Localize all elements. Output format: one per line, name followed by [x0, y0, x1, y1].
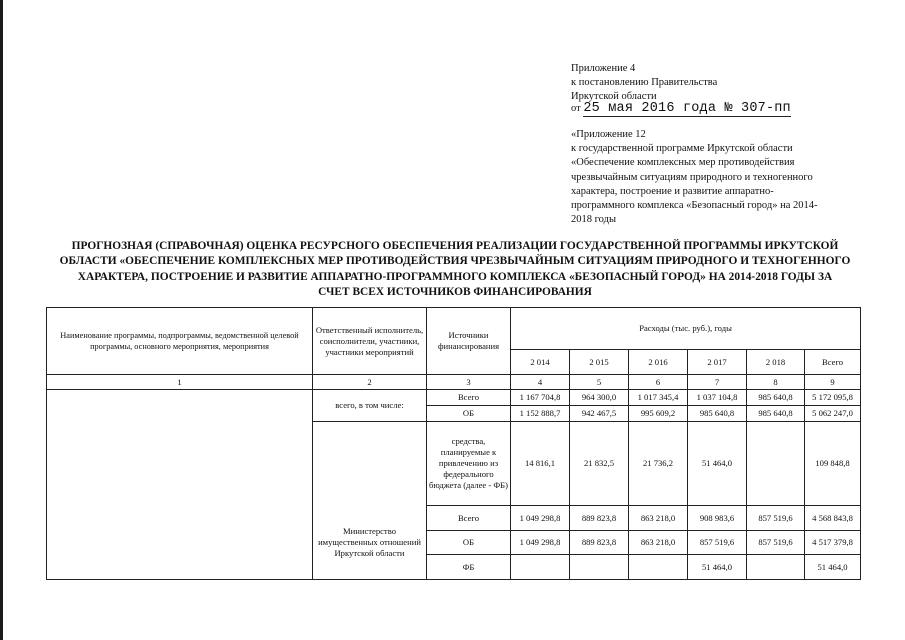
appendix-4-line-2: к постановлению Правительства — [571, 77, 718, 88]
value-cell: 857 519,6 — [747, 506, 805, 531]
executor-cell: всего, в том числе: — [313, 390, 427, 422]
header-year: 2 017 — [688, 350, 747, 375]
table-row — [47, 390, 861, 406]
value-cell: 21 832,5 — [570, 422, 629, 506]
value-cell: 1 037 104,8 — [688, 390, 747, 406]
value-cell: 985 640,8 — [688, 406, 747, 422]
value-cell: 908 983,6 — [688, 506, 747, 531]
value-cell — [629, 555, 688, 580]
appendix-4-line-1: Приложение 4 — [571, 63, 636, 74]
appendix-12-line: характера, построение и развитие аппаратно- — [571, 185, 774, 197]
column-number: 9 — [805, 375, 861, 390]
header-year: 2 014 — [511, 350, 570, 375]
column-number: 7 — [688, 375, 747, 390]
header-year: 2 018 — [747, 350, 805, 375]
source-cell: Всего — [427, 390, 511, 406]
value-cell: 985 640,8 — [747, 390, 805, 406]
executor-cell: Министерство имущественных отношений Иркутской области — [313, 506, 427, 580]
value-cell: 1 167 704,8 — [511, 390, 570, 406]
header-year: 2 016 — [629, 350, 688, 375]
program-name-cell — [47, 390, 313, 580]
document-title — [40, 239, 870, 301]
header-program-name: Наименование программы, подпрограммы, ведомственной целевой программы, основного мероприятия, мероприятия — [47, 308, 313, 375]
value-cell: 964 300,0 — [570, 390, 629, 406]
source-cell: Всего — [427, 506, 511, 531]
appendix-12-line: чрезвычайным ситуациям природного и техногенного — [571, 171, 813, 183]
value-cell — [570, 555, 629, 580]
column-number: 8 — [747, 375, 805, 390]
appendix-12-line: «Обеспечение комплексных мер противодействия — [571, 157, 795, 169]
title-line: ХАРАКТЕРА, ПОСТРОЕНИЕ И РАЗВИТИЕ АППАРАТНО-ПРОГРАММНОГО КОМПЛЕКСА «БЕЗОПАСНЫЙ ГОРОД» НА 2014-2018 ГОДЫ ЗА — [77, 270, 833, 283]
appendix-4-line-3: Иркутской области — [571, 91, 657, 102]
value-cell: 5 062 247,0 — [805, 406, 861, 422]
source-cell: ФБ — [427, 555, 511, 580]
financing-table — [46, 307, 861, 580]
column-number: 4 — [511, 375, 570, 390]
column-number: 2 — [313, 375, 427, 390]
value-cell — [747, 422, 805, 506]
value-cell: 1 152 888,7 — [511, 406, 570, 422]
appendix-12-line: «Приложение 12 — [571, 129, 646, 140]
header-source: Источники финансирования — [427, 308, 511, 375]
value-cell — [747, 555, 805, 580]
header-executor: Ответственный исполнитель, соисполнители, участники, участники мероприятий — [313, 308, 427, 375]
header-total: Всего — [805, 350, 861, 375]
value-cell: 942 467,5 — [570, 406, 629, 422]
column-number: 6 — [629, 375, 688, 390]
value-cell: 51 464,0 — [688, 555, 747, 580]
value-cell: 4 568 843,8 — [805, 506, 861, 531]
value-cell: 889 823,8 — [570, 531, 629, 555]
value-cell: 14 816,1 — [511, 422, 570, 506]
header-year: 2 015 — [570, 350, 629, 375]
value-cell: 857 519,6 — [747, 531, 805, 555]
appendix-4-date-line — [571, 102, 861, 116]
value-cell: 863 218,0 — [629, 506, 688, 531]
appendix-12-header — [571, 128, 855, 227]
column-number: 5 — [570, 375, 629, 390]
value-cell: 51 464,0 — [688, 422, 747, 506]
value-cell: 995 609,2 — [629, 406, 688, 422]
executor-cell-empty — [313, 422, 427, 506]
title-line: ПРОГНОЗНАЯ (СПРАВОЧНАЯ) ОЦЕНКА РЕСУРСНОГО ОБЕСПЕЧЕНИЯ РЕАЛИЗАЦИИ ГОСУДАРСТВЕННОЙ ПРОГРАММЫ ИРКУТСКОЙ — [71, 240, 839, 252]
value-cell — [511, 555, 570, 580]
source-cell: ОБ — [427, 531, 511, 555]
title-line: ОБЛАСТИ «ОБЕСПЕЧЕНИЕ КОМПЛЕКСНЫХ МЕР ПРОТИВОДЕЙСТВИЯ ЧРЕЗВЫЧАЙНЫМ СИТУАЦИЯМ ПРИРОДНОГО И ТЕХНОГЕННОГО — [59, 255, 851, 268]
source-cell: ОБ — [427, 406, 511, 422]
title-line: СЧЕТ ВСЕХ ИСТОЧНИКОВ ФИНАНСИРОВАНИЯ — [318, 286, 592, 299]
header-expenses: Расходы (тыс. руб.), годы — [511, 308, 861, 350]
value-cell: 5 172 095,8 — [805, 390, 861, 406]
column-number: 3 — [427, 375, 511, 390]
appendix-12-line: к государственной программе Иркутской области — [571, 143, 793, 155]
value-cell: 857 519,6 — [688, 531, 747, 555]
appendix-4-header — [571, 62, 861, 116]
column-number: 1 — [47, 375, 313, 390]
value-cell: 1 049 298,8 — [511, 506, 570, 531]
value-cell: 109 848,8 — [805, 422, 861, 506]
value-cell: 4 517 379,8 — [805, 531, 861, 555]
handwritten-date: 25 мая 2016 года № 307-пп — [583, 101, 791, 116]
appendix-12-line: программного комплекса «Безопасный город» на 2014- — [571, 200, 818, 212]
value-cell: 889 823,8 — [570, 506, 629, 531]
value-cell: 21 736,2 — [629, 422, 688, 506]
value-cell: 51 464,0 — [805, 555, 861, 580]
date-prefix: от — [571, 103, 581, 114]
value-cell: 1 049 298,8 — [511, 531, 570, 555]
value-cell: 985 640,8 — [747, 406, 805, 422]
appendix-12-line: 2018 годы — [571, 214, 617, 226]
source-cell: средства, планируемые к привлечению из федерального бюджета (далее - ФБ) — [427, 422, 511, 506]
value-cell: 863 218,0 — [629, 531, 688, 555]
scan-edge-bar — [0, 0, 3, 640]
value-cell: 1 017 345,4 — [629, 390, 688, 406]
